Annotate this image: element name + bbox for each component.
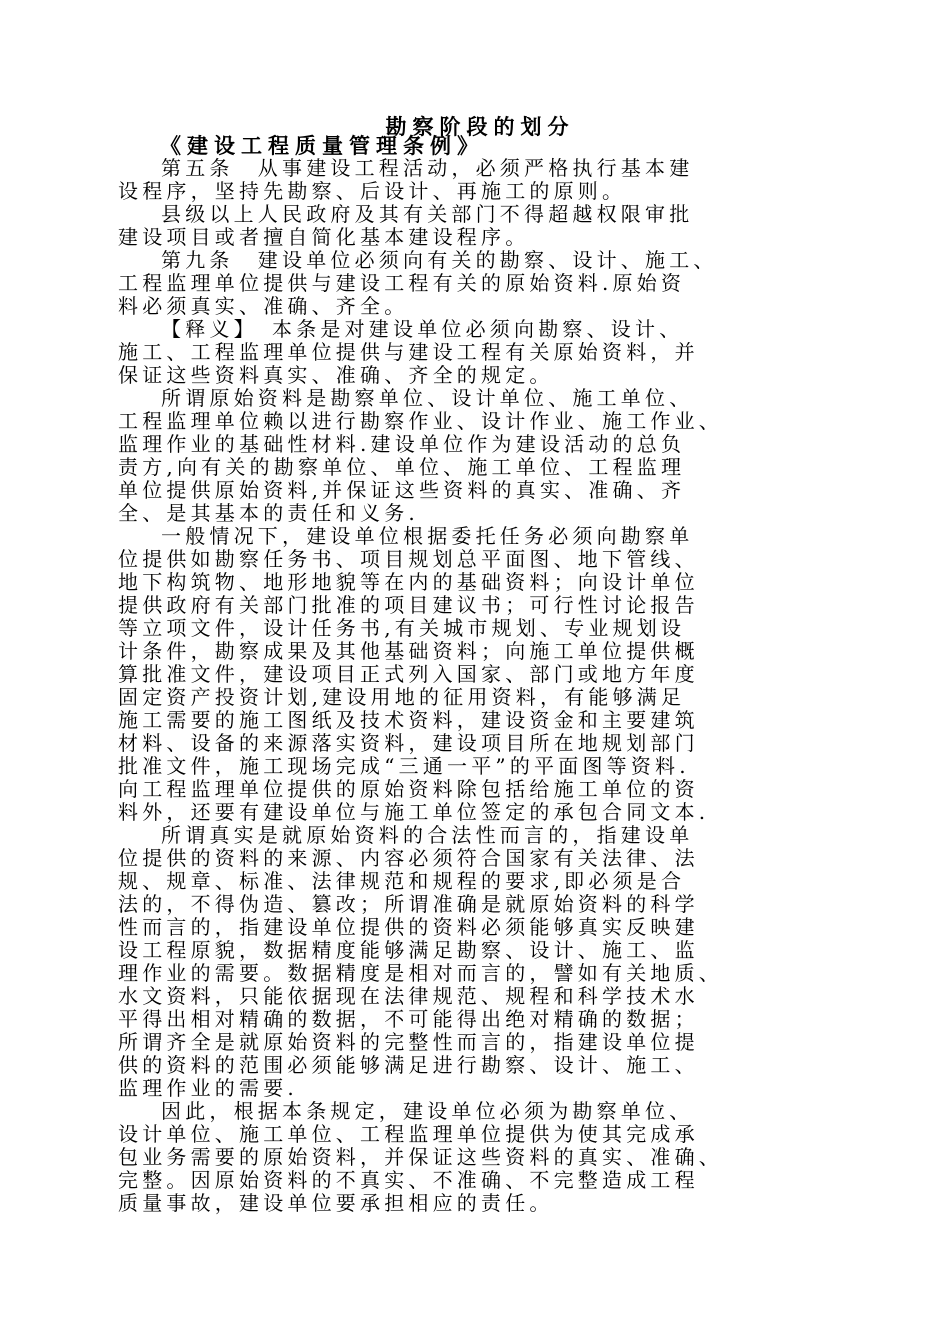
text-line: 一般情况下，建设单位根据委托任务必须向勘察单 [161,525,694,548]
text-line: 第五条 从事建设工程活动，必须严格执行基本建 [161,157,694,180]
text-line: 第九条 建设单位必须向有关的勘察、设计、施工、 [161,249,718,272]
text-line: 县级以上人民政府及其有关部门不得超越权限审批 [161,203,694,226]
text-line: 平得出相对精确的数据，不可能得出绝对精确的数据； [118,1008,699,1031]
text-line: 监理作业的需要. [118,1077,298,1100]
text-line: 规、规章、标准、法律规范和规程的要求,即必须是合 [118,870,686,893]
text-line: 法的，不得伪造、篡改；所谓准确是就原始资料的科学 [118,893,699,916]
text-line: 地下构筑物、地形地貌等在内的基础资料；向设计单位 [118,571,699,594]
text-line: 建设项目或者擅自简化基本建设程序。 [118,226,530,249]
text-line: 工程监理单位提供与建设工程有关的原始资料.原始资 [118,272,686,295]
text-line: 所谓齐全是就原始资料的完整性而言的，指建设单位提 [118,1031,699,1054]
text-line: 理作业的需要。数据精度是相对而言的，譬如有关地质、 [118,962,723,985]
text-line: 监理作业的基础性材料.建设单位作为建设活动的总负 [118,433,686,456]
text-line: 施工、工程监理单位提供与建设工程有关原始资料，并 [118,341,699,364]
text-line: 施工需要的施工图纸及技术资料，建设资金和主要建筑 [118,709,699,732]
text-line: 保证这些资料真实、准确、齐全的规定。 [118,364,554,387]
document-subtitle: 《建设工程质量管理条例》 [160,133,484,158]
text-line: 提供政府有关部门批准的项目建议书；可行性讨论报告 [118,594,699,617]
text-line: 因此，根据本条规定，建设单位必须为勘察单位、 [161,1100,694,1123]
page-title: 勘察阶段的划分 [385,114,575,139]
text-line: 责方,向有关的勘察单位、单位、施工单位、工程监理 [118,456,686,479]
text-line: 设计单位、施工单位、工程监理单位提供为使其完成承 [118,1123,699,1146]
text-line: 所谓真实是就原始资料的合法性而言的，指建设单 [161,824,694,847]
text-line: 计条件，勘察成果及其他基础资料；向施工单位提供概 [118,640,699,663]
text-line: 单位提供原始资料,并保证这些资料的真实、准确、齐 [118,479,686,502]
text-line: 批准文件，施工现场完成“三通一平”的平面图等资料. [118,755,690,778]
text-line: 全、是其基本的责任和义务. [118,502,419,525]
text-line: 向工程监理单位提供的原始资料除包括给施工单位的资 [118,778,699,801]
text-line: 料必须真实、准确、齐全。 [118,295,409,318]
text-line: 料外，还要有建设单位与施工单位签定的承包合同文本. [118,801,710,824]
text-line: 位提供如勘察任务书、项目规划总平面图、地下管线、 [118,548,699,571]
document-body [118,157,858,1215]
text-line: 材料、设备的来源落实资料，建设项目所在地规划部门 [118,732,699,755]
text-line: 供的资料的范围必须能够满足进行勘察、设计、施工、 [118,1054,699,1077]
text-line: 等立项文件，设计任务书,有关城市规划、专业规划设 [118,617,686,640]
text-line: 工程监理单位赖以进行勘察作业、设计作业、施工作业、 [118,410,723,433]
text-line: 固定资产投资计划,建设用地的征用资料，有能够满足 [118,686,686,709]
text-line: 性而言的，指建设单位提供的资料必须能够真实反映建 [118,916,699,939]
text-line: 位提供的资料的来源、内容必须符合国家有关法律、法 [118,847,699,870]
text-line: 设工程原貌，数据精度能够满足勘察、设计、施工、监 [118,939,699,962]
text-line: 算批准文件，建设项目正式列入国家、部门或地方年度 [118,663,699,686]
text-line: 设程序，坚持先勘察、后设计、再施工的原则。 [118,180,627,203]
text-line: 所谓原始资料是勘察单位、设计单位、施工单位、 [161,387,694,410]
text-line: 质量事故，建设单位要承担相应的责任。 [118,1192,554,1215]
text-line: 【释义】 本条是对建设单位必须向勘察、设计、 [161,318,684,341]
text-line: 包业务需要的原始资料，并保证这些资料的真实、准确、 [118,1146,723,1169]
text-line: 完整。因原始资料的不真实、不准确、不完整造成工程 [118,1169,699,1192]
text-line: 水文资料，只能依据现在法律规范、规程和科学技术水 [118,985,699,1008]
